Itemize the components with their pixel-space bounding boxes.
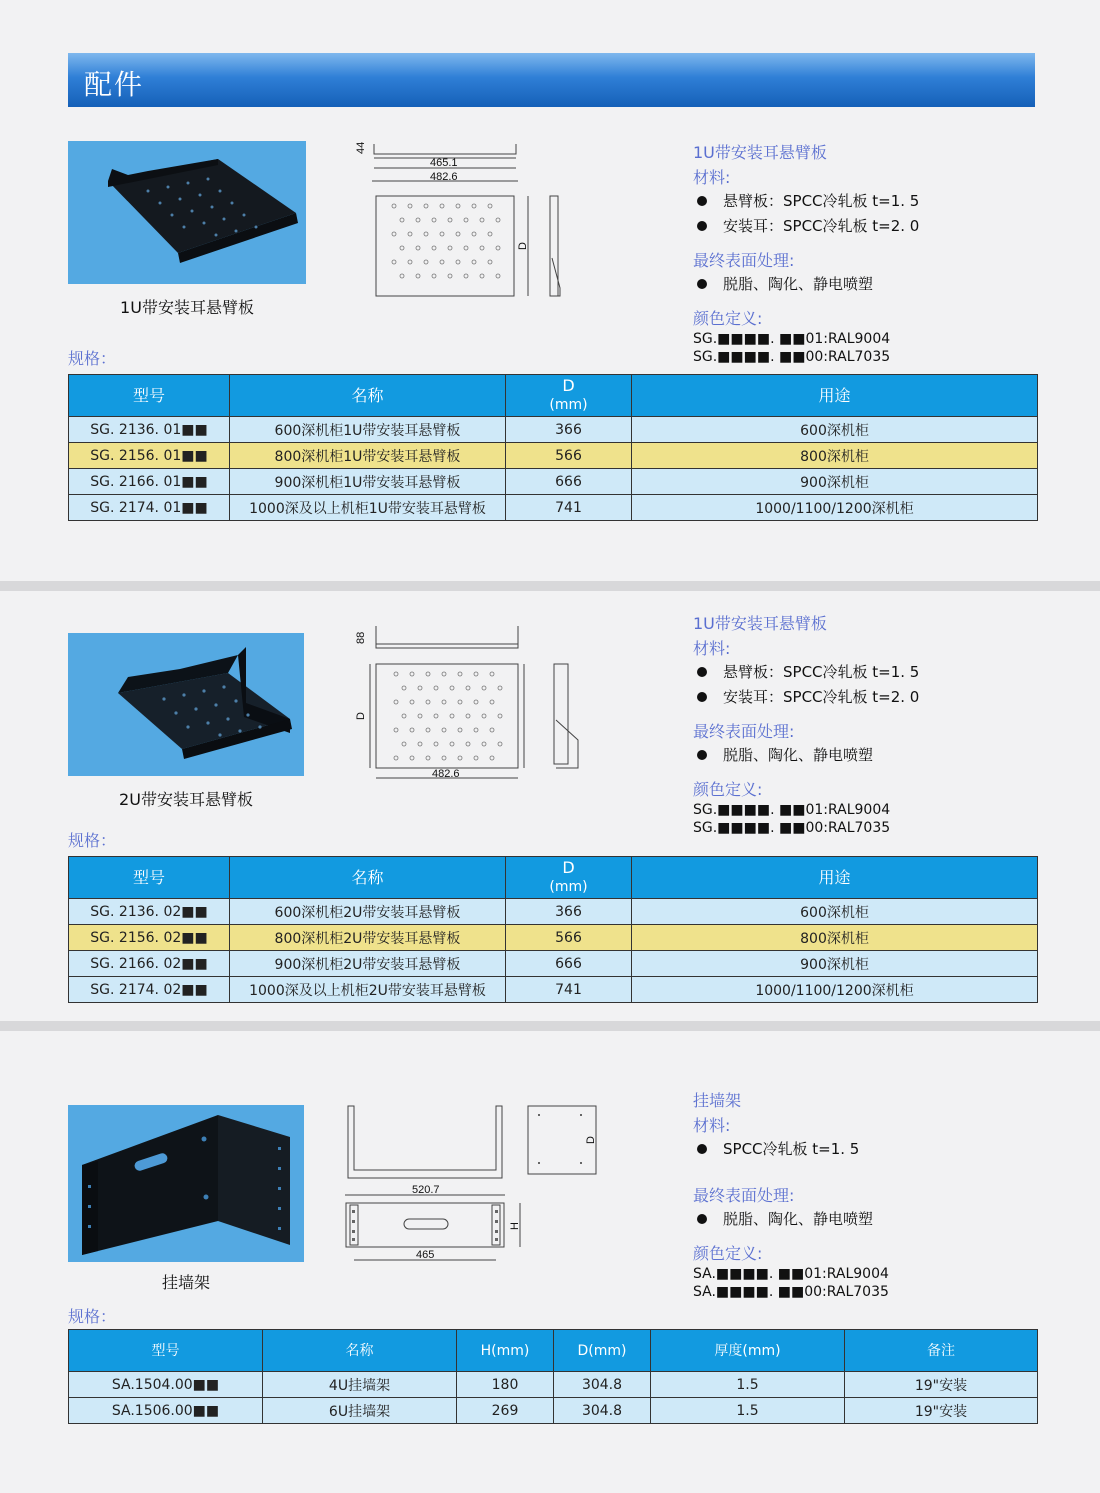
photo-caption-2: 2U带安装耳悬臂板 [119, 790, 253, 809]
product-photo-1u-shelf [68, 141, 306, 284]
color-code: SG.■■■■. ■■00:RAL7035 [693, 349, 891, 365]
bullet-icon [697, 279, 707, 289]
col-header-model: 型号 [69, 375, 230, 417]
table-row: SG. 2136. 02■■ 600深机柜2U带安装耳悬臂板 366 600深机柜 [69, 899, 1038, 925]
product-name: 1U带安装耳悬臂板 [693, 143, 827, 162]
finish-label: 最终表面处理: [693, 722, 795, 741]
table-row: SG. 2174. 01■■ 1000深及以上机柜1U带安装耳悬臂板 741 1000/1100/1200深机柜 [69, 495, 1038, 521]
product-name: 挂墙架 [693, 1091, 742, 1110]
color-label: 颜色定义: [693, 780, 763, 799]
material-item: 安装耳：SPCC冷轧板 t=2. 0 [693, 215, 993, 236]
col-header-height: H(mm) [457, 1330, 554, 1372]
color-code: SG.■■■■. ■■01:RAL9004 [693, 331, 891, 347]
section-divider [0, 581, 1100, 591]
product-photo-2u-shelf [68, 633, 304, 776]
bullet-icon [697, 196, 707, 206]
col-header-model: 型号 [69, 857, 230, 899]
finish-label: 最终表面处理: [693, 251, 795, 270]
spec-table-2 [68, 856, 1038, 1003]
material-item: 悬臂板：SPCC冷轧板 t=1. 5 [693, 190, 993, 211]
bullet-icon [697, 692, 707, 702]
wall-mount-illustration [68, 1105, 304, 1262]
material-item: SPCC冷轧板 t=1. 5 [693, 1138, 993, 1159]
page-title: 配件 [84, 68, 145, 101]
dim-depth-label: D [585, 1136, 597, 1144]
col-header-depth: D (mm) [506, 375, 632, 417]
material-label: 材料: [693, 168, 731, 187]
color-code: SA.■■■■. ■■00:RAL7035 [693, 1284, 889, 1300]
dim-width-outer-label: 520.7 [412, 1184, 440, 1196]
product-name: 1U带安装耳悬臂板 [693, 614, 827, 633]
product-info-1 [693, 140, 993, 367]
product-photo-wall-mount [68, 1105, 304, 1262]
finish-item: 脱脂、陶化、静电喷塑 [693, 744, 993, 765]
dim-depth-label: D [355, 712, 367, 720]
table-row: SG. 2156. 01■■ 800深机柜1U带安装耳悬臂板 566 800深机柜 [69, 443, 1038, 469]
bullet-icon [697, 1144, 707, 1154]
spec-table-3 [68, 1329, 1038, 1424]
product-info-3 [693, 1088, 993, 1302]
material-item: 安装耳：SPCC冷轧板 t=2. 0 [693, 686, 993, 707]
dim-depth-label: D [517, 242, 529, 250]
col-header-depth: D (mm) [506, 857, 632, 899]
photo-caption-1: 1U带安装耳悬臂板 [120, 298, 254, 317]
technical-drawing-1u [350, 138, 570, 303]
dim-width-inner-label: 465.1 [430, 157, 458, 169]
col-header-depth: D(mm) [554, 1330, 651, 1372]
col-header-use: 用途 [632, 375, 1038, 417]
spec-label-3: 规格： [68, 1307, 117, 1326]
table-row: SG. 2156. 02■■ 800深机柜2U带安装耳悬臂板 566 800深机柜 [69, 925, 1038, 951]
table-row: SA.1506.00■■ 6U挂墙架 269 304.8 1.5 19"安装 [69, 1398, 1038, 1424]
col-header-note: 备注 [845, 1330, 1038, 1372]
table-row: SG. 2166. 02■■ 900深机柜2U带安装耳悬臂板 666 900深机柜 [69, 951, 1038, 977]
spec-label-1: 规格： [68, 349, 117, 368]
spec-table-1 [68, 374, 1038, 521]
material-label: 材料: [693, 639, 731, 658]
dim-width-outer-label: 482.6 [430, 171, 458, 183]
col-header-name: 名称 [263, 1330, 457, 1372]
dim-height-label: 44 [355, 141, 367, 154]
finish-item: 脱脂、陶化、静电喷塑 [693, 1208, 993, 1229]
col-header-model: 型号 [69, 1330, 263, 1372]
dim-height-label: 88 [355, 631, 367, 644]
table-row: SA.1504.00■■ 4U挂墙架 180 304.8 1.5 19"安装 [69, 1372, 1038, 1398]
table-row: SG. 2166. 01■■ 900深机柜1U带安装耳悬臂板 666 900深机柜 [69, 469, 1038, 495]
col-header-thickness: 厚度(mm) [651, 1330, 845, 1372]
dim-width-inner-label: 465 [416, 1249, 435, 1261]
material-label: 材料: [693, 1116, 731, 1135]
col-header-name: 名称 [230, 375, 506, 417]
finish-label: 最终表面处理: [693, 1186, 795, 1205]
col-header-name: 名称 [230, 857, 506, 899]
color-code: SG.■■■■. ■■01:RAL9004 [693, 802, 891, 818]
technical-drawing-2u [350, 620, 590, 785]
color-code: SA.■■■■. ■■01:RAL9004 [693, 1266, 889, 1282]
shelf-2u-illustration [68, 633, 304, 776]
shelf-1u-illustration [68, 141, 306, 284]
color-code: SG.■■■■. ■■00:RAL7035 [693, 820, 891, 836]
product-info-2 [693, 611, 993, 838]
dim-height-label: H [509, 1222, 521, 1230]
col-header-use: 用途 [632, 857, 1038, 899]
color-label: 颜色定义: [693, 1244, 763, 1263]
material-item: 悬臂板：SPCC冷轧板 t=1. 5 [693, 661, 993, 682]
table-row: SG. 2136. 01■■ 600深机柜1U带安装耳悬臂板 366 600深机柜 [69, 417, 1038, 443]
technical-drawing-wall-mount [340, 1100, 610, 1270]
section-divider [0, 1021, 1100, 1031]
bullet-icon [697, 750, 707, 760]
finish-item: 脱脂、陶化、静电喷塑 [693, 273, 993, 294]
bullet-icon [697, 1214, 707, 1224]
dim-width-label: 482.6 [432, 768, 460, 780]
photo-caption-3: 挂墙架 [161, 1273, 210, 1292]
page-header-bar [68, 53, 1035, 107]
spec-label-2: 规格： [68, 831, 117, 850]
bullet-icon [697, 221, 707, 231]
bullet-icon [697, 667, 707, 677]
color-label: 颜色定义: [693, 309, 763, 328]
table-row: SG. 2174. 02■■ 1000深及以上机柜2U带安装耳悬臂板 741 1000/1100/1200深机柜 [69, 977, 1038, 1003]
